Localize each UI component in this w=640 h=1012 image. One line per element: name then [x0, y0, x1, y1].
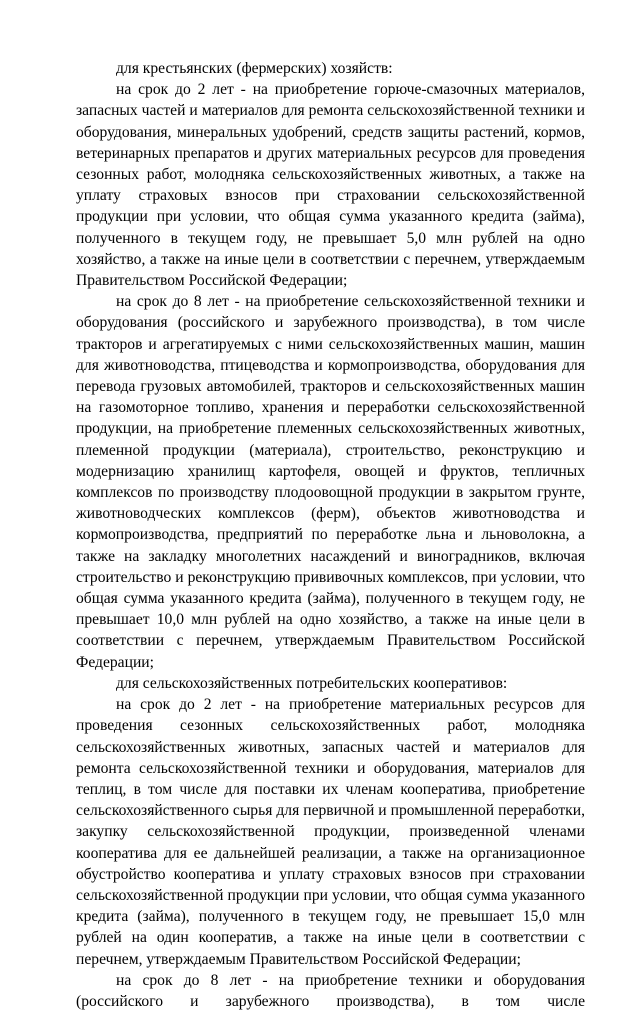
paragraph-cooperatives-2-years: на срок до 2 лет - на приобретение материальных ресурсов для проведения сезонных сельскохозяйственных работ, молодняка сельскохозяйственных животных, запасных частей и материалов для ремонта сельскохозяйственной техники и оборудования, материалов для теплиц, в том числе для поставки их членам кооператива, приобретение сельскохозяйственного сырья для первичной и промышленной переработки, закупку сельскохозяйственной продукции, произведенной членами кооператива для ее дальнейшей реализации, а также на организационное обустройство кооператива и уплату страховых взносов при страховании сельскохозяйственной продукции при условии, что общая сумма указанного кредита (займа), полученного в текущем году, не превышает 15,0 млн рублей на один кооператив, а также на иные цели в соответствии с перечнем, утверждаемым Правительством Российской Федерации; [76, 696, 585, 968]
paragraph-farms-8-years: на срок до 8 лет - на приобретение сельскохозяйственной техники и оборудования (российского и зарубежного производства), в том числе тракторов и агрегатируемых с ними сельскохозяйственных машин, машин для животноводства, птицеводства и кормопроизводства, оборудования для перевода грузовых автомобилей, тракторов и сельскохозяйственных машин на газомоторное топливо, хранения и переработки сельскохозяйственной продукции, на приобретение племенных сельскохозяйственных животных, племенной продукции (материала), строительство, реконструкцию и модернизацию хранилищ картофеля, овощей и фруктов, тепличных комплексов по производству плодоовощной продукции в закрытом грунте, животноводческих комплексов (ферм), объектов животноводства и кормопроизводства, предприятий по переработке льна и льноволокна, а также на закладку многолетних насаждений и виноградников, включая строительство и реконструкцию прививочных комплексов, при условии, что общая сумма указанного кредита (займа), полученного в текущем году, не превышает 10,0 млн рублей на одно хозяйство, а также на иные цели в соответствии с перечнем, утверждаемым Правительством Российской Федерации; [76, 293, 585, 671]
paragraph-cooperatives-heading: для сельскохозяйственных потребительских кооперативов: [116, 674, 508, 692]
paragraph-farms-2-years: на срок до 2 лет - на приобретение горюче-смазочных материалов, запасных частей и материалов для ремонта сельскохозяйственной техники и оборудования, минеральных удобрений, средств защиты растений, кормов, ветеринарных препаратов и других материальных ресурсов для проведения сезонных работ, молодняка сельскохозяйственных животных, а также на уплату страховых взносов при страховании сельскохозяйственной продукции при условии, что общая сумма указанного кредита (займа), полученного в текущем году, не превышает 5,0 млн рублей на одно хозяйство, а также на иные цели в соответствии с перечнем, утверждаемым Правительством Российской Федерации; [76, 81, 585, 290]
document-page [76, 58, 585, 1012]
paragraph-farms-heading: для крестьянских (фермерских) хозяйств: [116, 60, 393, 77]
paragraph-cooperatives-8-years: на срок до 8 лет - на приобретение техники и оборудования (российского и зарубежного производства), в том числе [76, 971, 585, 1010]
